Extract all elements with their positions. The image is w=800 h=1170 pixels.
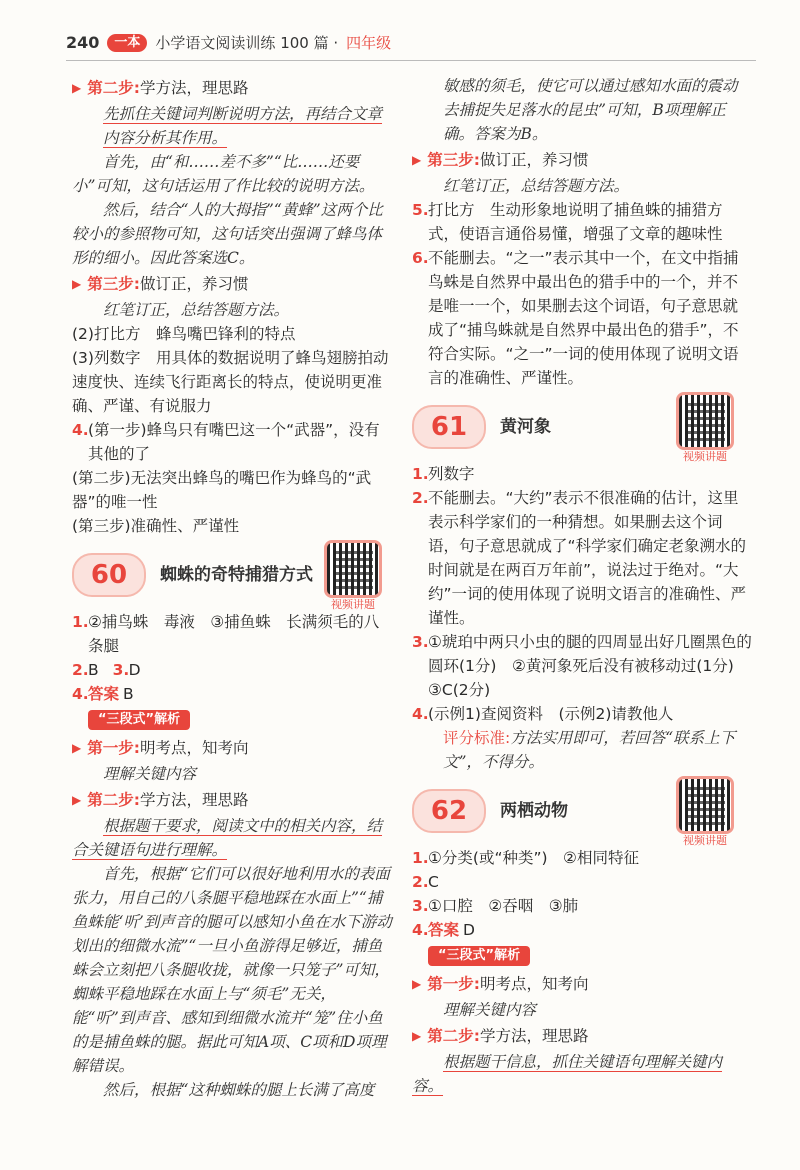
- brand-logo: 一本: [107, 34, 147, 52]
- question-2-3: [72, 658, 392, 682]
- question-number: 5.: [412, 201, 429, 219]
- step-arrow-icon: ▶: [412, 1029, 422, 1043]
- question-4: [412, 702, 752, 726]
- scoring-label: 评分标准:: [443, 729, 511, 747]
- question-2: [412, 870, 752, 894]
- question-5: [412, 198, 752, 246]
- step-hint: 红笔订正，总结答题方法。: [443, 177, 630, 195]
- answer-label: 答案: [428, 921, 460, 939]
- answer-text: D: [128, 661, 141, 679]
- scoring-note: [412, 726, 752, 774]
- step-heading: [412, 972, 752, 996]
- answer-line: (2)打比方 蜂鸟嘴巴锋利的特点: [72, 325, 296, 343]
- qr-code[interactable]: [674, 776, 736, 848]
- step-label: 第三步:: [427, 151, 480, 169]
- section-61-header: [412, 398, 752, 463]
- answer-line: (第三步)准确性、严谨性: [72, 517, 240, 535]
- question-1: [412, 846, 752, 870]
- step-arrow-icon: ▶: [72, 741, 82, 755]
- step-heading: [72, 788, 392, 812]
- question-number: 2.: [412, 873, 429, 891]
- step-heading: [72, 736, 392, 760]
- answer-text: 不能删去。“之一”表示其中一个，在文中指捕鸟蛛是自然界中最出色的猎手中的一个，并不是唯一一个，如果删去这个词语，句子意思就成了“捕鸟蛛就是自然界中最出色的猎手”，不符合实际。“之一”一词的使用体现了说明文语言的准确性、严谨性。: [428, 249, 739, 387]
- qr-code[interactable]: [674, 392, 736, 464]
- qr-label: 视频讲题: [683, 834, 727, 847]
- question-1: [412, 462, 752, 486]
- paragraph: 然后，结合“人的大拇指”“黄蜂”这两个比较小的参照物可知，这句话突出强调了蜂鸟体形的细小。因此答案选C。: [72, 201, 383, 267]
- section-60-header: [72, 546, 392, 611]
- question-number: 4.: [412, 921, 429, 939]
- question-number: 4.: [72, 685, 89, 703]
- answer-text: B: [123, 685, 134, 703]
- section-title: 蜘蛛的奇特捕猎方式: [160, 565, 313, 585]
- right-column: [412, 74, 752, 1098]
- step-title: 做订正，养习惯: [139, 275, 249, 293]
- step-hint: 根据题干要求，阅读文中的相关内容，结合关键语句进行理解。: [72, 817, 383, 859]
- question-3: [412, 630, 752, 702]
- step-label: 第三步:: [87, 275, 140, 293]
- question-4: [72, 682, 392, 706]
- step-title: 明考点，知考向: [139, 739, 249, 757]
- scoring-text: 方法实用即可，若回答“联系上下文”，不得分。: [443, 729, 736, 771]
- answer-text: B: [88, 661, 99, 679]
- step-title: 做订正，养习惯: [479, 151, 589, 169]
- step-hint: 理解关键内容: [103, 765, 197, 783]
- step-arrow-icon: ▶: [72, 277, 82, 291]
- step-heading: [412, 148, 752, 172]
- question-number: 6.: [412, 249, 429, 267]
- question-number: 1.: [412, 465, 429, 483]
- book-title: 小学语文阅读训练 100 篇 ·: [155, 34, 339, 52]
- step-hint: 红笔订正，总结答题方法。: [103, 301, 290, 319]
- answer-text: ①口腔 ②吞咽 ③肺: [428, 897, 579, 915]
- question-3: [412, 894, 752, 918]
- step-label: 第一步:: [87, 739, 140, 757]
- qr-code-icon: [324, 540, 382, 598]
- step-title: 学方法，理思路: [139, 79, 249, 97]
- question-number: 3.: [412, 897, 429, 915]
- paragraph: 首先，由“和……差不多”“比……还要小”可知，这句话运用了作比较的说明方法。: [72, 153, 375, 195]
- paragraph: 敏感的须毛，使它可以通过感知水面的震动去捕捉失足落水的昆虫”可知，B项理解正确。答案为B。: [443, 77, 738, 143]
- analysis-pill: “三段式”解析: [88, 710, 190, 730]
- step-label: 第二步:: [87, 79, 140, 97]
- question-number: 3.: [112, 661, 130, 679]
- step-arrow-icon: ▶: [412, 977, 422, 991]
- answer-line: (3)列数字 用具体的数据说明了蜂鸟翅膀拍动速度快、连续飞行距离长的特点，使说明更准确、严谨、有说服力: [72, 349, 389, 415]
- step-arrow-icon: ▶: [412, 153, 422, 167]
- question-number: 3.: [412, 633, 429, 651]
- step-arrow-icon: ▶: [72, 793, 82, 807]
- question-number: 1.: [412, 849, 429, 867]
- answer-text: ①分类(或“种类”) ②相同特征: [428, 849, 639, 867]
- question-1: [72, 610, 392, 658]
- question-number: 2.: [412, 489, 429, 507]
- answer-text: 打比方 生动形象地说明了捕鱼蛛的捕猎方式，使语言通俗易懂，增强了文章的趣味性: [428, 201, 723, 243]
- grade-label: 四年级: [346, 34, 392, 52]
- question-number: 1.: [72, 613, 89, 631]
- step-hint: 先抓住关键词判断说明方法，再结合文章内容分析其作用。: [103, 105, 383, 147]
- analysis-pill: “三段式”解析: [428, 946, 530, 966]
- step-title: 学方法，理思路: [479, 1027, 589, 1045]
- qr-code-icon: [676, 776, 734, 834]
- answer-line: (第二步)无法突出蜂鸟的嘴巴作为蜂鸟的“武器”的唯一性: [72, 469, 372, 511]
- answer-text: D: [463, 921, 475, 939]
- section-number-badge: 61: [412, 405, 486, 449]
- qr-code[interactable]: [322, 540, 384, 612]
- answer-text: 不能删去。“大约”表示不很准确的估计，这里表示科学家们的一种猜想。如果删去这个词语，句子意思就成了“科学家们确定老象溯水的时间就是在两百万年前”，说法过于绝对。“大约”一词的使用体现了说明文语言的准确性、严谨性。: [428, 489, 747, 627]
- answer-text: ②捕鸟蛛 毒液 ③捕鱼蛛 长满须毛的八条腿: [88, 613, 380, 655]
- step-label: 第二步:: [427, 1027, 480, 1045]
- step-title: 明考点，知考向: [479, 975, 589, 993]
- paragraph: 首先，根据“它们可以很好地利用水的表面张力，用自己的八条腿平稳地踩在水面上”“捕鱼蛛能‘听’到声音的腿可以感知小鱼在水下游动划出的细微水流”“一旦小鱼游得足够近，捕鱼蛛会立刻把八条腿收拢，就像一只笼子”可知，蜘蛛平稳地踩在水面上与“须毛”无关，能“听”到声音、感知到细微水流并“笼”住小鱼的是捕鱼蛛的腿。据此可知A项、C项和D项理解错误。: [72, 865, 392, 1075]
- section-title: 两栖动物: [500, 801, 568, 821]
- answer-text: 列数字: [428, 465, 475, 483]
- answer-text: (示例1)查阅资料 (示例2)请教他人: [428, 705, 674, 723]
- step-arrow-icon: ▶: [72, 81, 82, 95]
- left-column: [72, 74, 392, 1102]
- question-2: [412, 486, 752, 630]
- page-header: [66, 30, 391, 56]
- step-label: 第二步:: [87, 791, 140, 809]
- page-number: 240: [66, 33, 100, 52]
- answer-text: ①琥珀中两只小虫的腿的四周显出好几圈黑色的圆环(1分) ②黄河象死后没有被移动过(1分) ③C(2分): [428, 633, 752, 699]
- qr-label: 视频讲题: [683, 450, 727, 463]
- question-4: [72, 418, 392, 466]
- step-heading: [412, 1024, 752, 1048]
- question-6: [412, 246, 752, 390]
- step-hint: 根据题干信息，抓住关键语句理解关键内容。: [412, 1053, 723, 1095]
- header-divider: [66, 60, 756, 61]
- answer-label: 答案: [88, 685, 120, 703]
- question-number: 2.: [72, 661, 89, 679]
- step-label: 第一步:: [427, 975, 480, 993]
- answer-text: C: [428, 873, 439, 891]
- section-number-badge: 62: [412, 789, 486, 833]
- answer-text: (第一步)蜂鸟只有嘴巴这一个“武器”，没有其他的了: [88, 421, 380, 463]
- question-number: 4.: [72, 421, 89, 439]
- question-4: [412, 918, 752, 942]
- qr-code-icon: [676, 392, 734, 450]
- paragraph: 然后，根据“这种蜘蛛的腿上长满了高度: [103, 1081, 375, 1099]
- section-title: 黄河象: [500, 417, 551, 437]
- section-number-badge: 60: [72, 553, 146, 597]
- qr-label: 视频讲题: [331, 598, 375, 611]
- step-heading: [72, 272, 392, 296]
- step-heading: [72, 76, 392, 100]
- step-hint: 理解关键内容: [443, 1001, 537, 1019]
- section-62-header: [412, 782, 752, 847]
- question-number: 4.: [412, 705, 429, 723]
- step-title: 学方法，理思路: [139, 791, 249, 809]
